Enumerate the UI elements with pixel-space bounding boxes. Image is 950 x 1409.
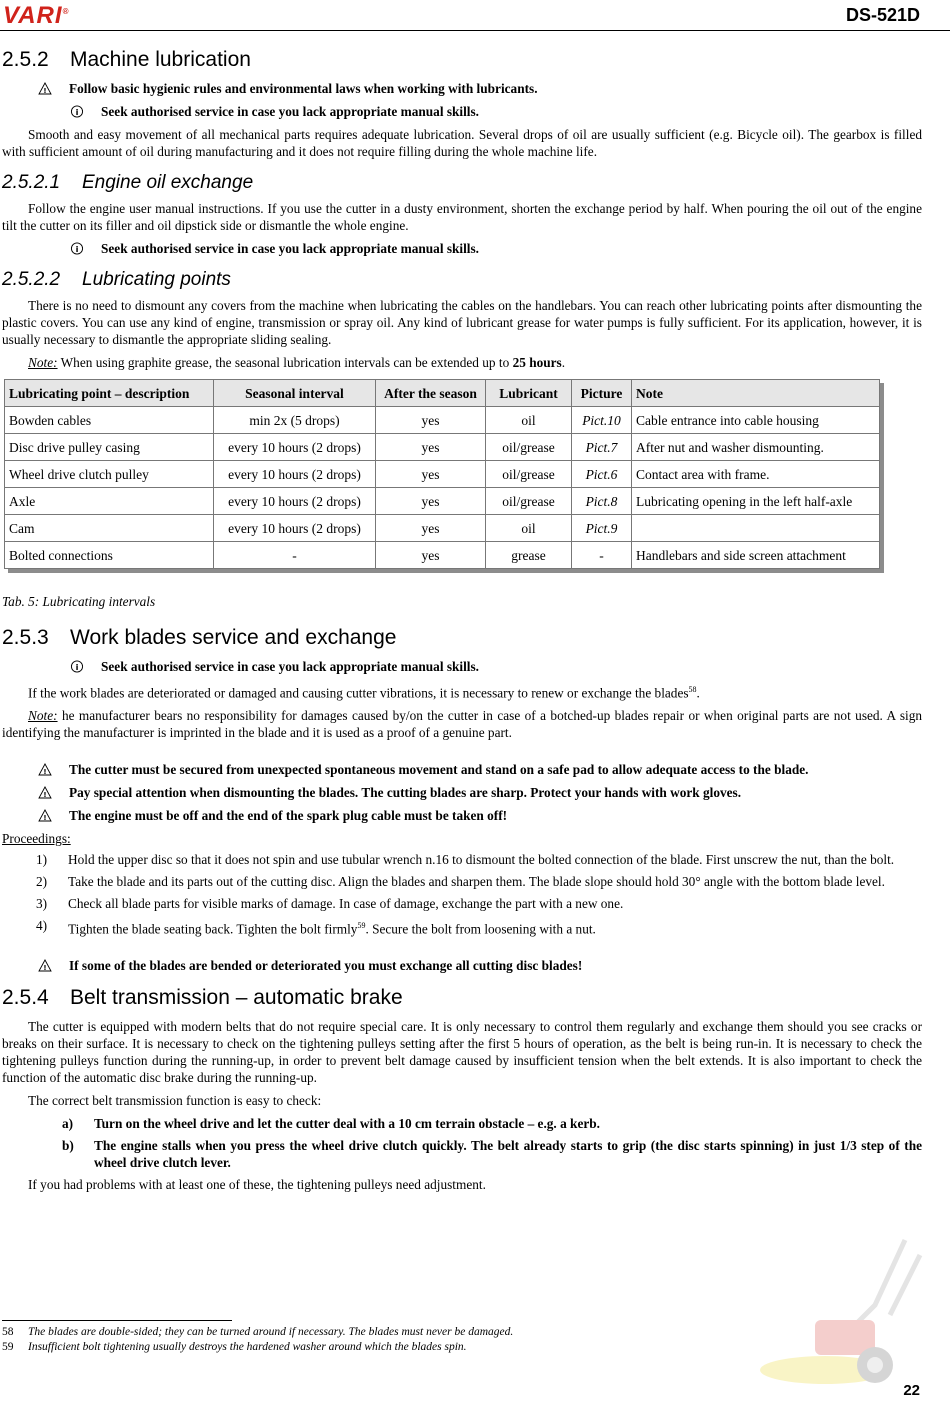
warning-notice: ! If some of the blades are bended or deteriorated you must exchange all cutting disc blades! [2, 957, 922, 974]
table-cell: min 2x (5 drops) [214, 407, 376, 434]
note-label: Note: [28, 355, 58, 370]
footnotes [2, 1325, 513, 1355]
table-cell: yes [376, 407, 486, 434]
note-paragraph: Note: he manufacturer bears no responsibility for damages caused by/on the cutter in case of a botched-up blades repair or when original parts are not used. A sign identifying the manufacturer is imprinted in the blade and it is used as a proof of a genuine part. [2, 708, 922, 741]
mower-illustration-icon [755, 1235, 935, 1400]
table-cell: Axle [5, 488, 214, 515]
table-caption: Tab. 5: Lubricating intervals [2, 594, 156, 609]
table-row [5, 542, 880, 569]
list-item: 1) Hold the upper disc so that it does not spin and use tubular wrench n.16 to dismount the bolted connection of the blade. First unscrew the nut, than the bolt. [36, 852, 895, 868]
table-cell: Bowden cables [5, 407, 214, 434]
warning-triangle-icon [38, 959, 52, 972]
paragraph: There is no need to dismount any covers from the machine when lubricating the cables on the handlebars. You can reach other lubricating points after dismounting the plastic covers. You can use any kind of engine, transmission or spray oil. Any kind of lubricant grease for water pumps is fully sufficient. For its application, however, it is usually necessary to dismantle the appropriate sliding sealing. [2, 298, 922, 347]
warning-triangle-icon [38, 82, 52, 95]
info-circle-icon [70, 660, 84, 673]
table-cell: Contact area with frame. [632, 461, 880, 488]
table-cell: Disc drive pulley casing [5, 434, 214, 461]
table-cell: grease [486, 542, 572, 569]
section-heading-2-5-2: 2.5.2 Machine lubrication [2, 48, 251, 71]
list-item: 3) Check all blade parts for visible marks of damage. In case of damage, exchange the part with a new one. [36, 896, 624, 912]
svg-text:!: ! [43, 963, 47, 972]
section-heading-2-5-2-1: 2.5.2.1 Engine oil exchange [2, 172, 254, 193]
brand-logo: VARI® [3, 2, 70, 29]
info-notice: i Seek authorised service in case you lack appropriate manual skills. [2, 240, 922, 257]
note-paragraph: Note: When using graphite grease, the seasonal lubrication intervals can be extended up to 25 hours. [28, 355, 566, 370]
column-header: After the season [376, 380, 486, 407]
proceedings-label: Proceedings: [2, 831, 71, 847]
info-notice: i Seek authorised service in case you lack appropriate manual skills. [2, 103, 922, 120]
column-header: Note [632, 380, 880, 407]
table-cell: Wheel drive clutch pulley [5, 461, 214, 488]
table-cell: Pict.9 [572, 515, 632, 542]
table-cell: yes [376, 488, 486, 515]
page-number: 22 [903, 1382, 920, 1399]
column-header: Lubricating point – description [5, 380, 214, 407]
footnote-ref: 59 [357, 921, 366, 931]
column-header: Picture [572, 380, 632, 407]
table-cell: oil [486, 515, 572, 542]
table-row [5, 488, 880, 515]
table-cell: Pict.6 [572, 461, 632, 488]
footnote-divider [2, 1320, 232, 1321]
table-cell: yes [376, 434, 486, 461]
column-header: Lubricant [486, 380, 572, 407]
table-header-row [5, 380, 880, 407]
table-row [5, 515, 880, 542]
page-content [2, 46, 922, 1199]
paragraph: If you had problems with at least one of these, the tightening pulleys need adjustment. [28, 1176, 486, 1192]
paragraph: If the work blades are deteriorated or damaged and causing cutter vibrations, it is necessary to renew or exchange the blades$^{58}$. [28, 685, 700, 701]
info-circle-icon [70, 105, 84, 118]
paragraph: Smooth and easy movement of all mechanical parts requires adequate lubrication. Several drops of oil are usually sufficient (e.g. Bicycle oil). The gearbox is filled with sufficient amount of oil during manufacturing and it does not require filling during the whole machine life. [2, 127, 922, 159]
table-cell: After nut and washer dismounting. [632, 434, 880, 461]
warning-notice: ! The engine must be off and the end of the spark plug cable must be taken off! [2, 807, 922, 824]
paragraph: The correct belt transmission function is easy to check: [28, 1092, 322, 1108]
table-cell: every 10 hours (2 drops) [214, 515, 376, 542]
svg-text:i: i [75, 243, 79, 254]
table-row [5, 461, 880, 488]
table-cell: Cable entrance into cable housing [632, 407, 880, 434]
document-code: DS-521D [845, 5, 920, 25]
svg-text:i: i [75, 106, 79, 117]
table-cell: Cam [5, 515, 214, 542]
list-item: 2) Take the blade and its parts out of the cutting disc. Align the blades and sharpen them. The blade slope should hold 30° angle with the bottom blade level. [36, 874, 885, 890]
svg-text:!: ! [43, 814, 47, 823]
warning-triangle-icon [38, 786, 52, 799]
paragraph: The cutter is equipped with modern belts that do not require special care. It is only necessary to control them regularly and exchange them should you see cracks or breaks on their surface. It is necessary to check on the tightening pulleys setting after the first 5 hours of operation, as the belt is being run-in. It is necessary to check the tightening pulleys function during the running-up, in order to prevent belt damage caused by insufficient tension when the belt extends. It is also important to check the function of the automatic disc brake during the running-up. [2, 1018, 922, 1085]
list-item: b) The engine stalls when you press the wheel drive clutch quickly. The belt already starts to grip (the disc starts spinning) in just 1/3 step of the wheel drive clutch lever. [62, 1137, 922, 1170]
table-cell: yes [376, 515, 486, 542]
note-label: Note: [28, 708, 58, 724]
list-item: a) Turn on the wheel drive and let the cutter deal with a 10 cm terrain obstacle – e.g. a kerb. [62, 1115, 600, 1131]
table-cell: yes [376, 461, 486, 488]
table-cell: oil/grease [486, 488, 572, 515]
table-cell: oil/grease [486, 434, 572, 461]
table-cell: Pict.8 [572, 488, 632, 515]
svg-text:i: i [75, 661, 79, 672]
section-heading-2-5-4: 2.5.4 Belt transmission – automatic brake [2, 985, 403, 1009]
footnote: 59 Insufficient bolt tightening usually destroys the hardened washer around which the blades spin. [2, 1341, 467, 1353]
table-cell: Pict.7 [572, 434, 632, 461]
table-cell: every 10 hours (2 drops) [214, 488, 376, 515]
paragraph: Follow the engine user manual instructions. If you use the cutter in a dusty environment, shorten the exchange period by half. When pouring the oil out of the engine tilt the cutter on its filler and oil dipstick side or dismantle the whole engine. [2, 201, 922, 233]
column-header: Seasonal interval [214, 380, 376, 407]
warning-notice: ! Pay special attention when dismounting the blades. The cutting blades are sharp. Protect your hands with work gloves. [2, 784, 922, 801]
svg-text:!: ! [43, 87, 47, 95]
table-row [5, 407, 880, 434]
header-divider [0, 30, 950, 31]
section-heading-2-5-2-2: 2.5.2.2 Lubricating points [2, 269, 231, 290]
info-notice: i Seek authorised service in case you lack appropriate manual skills. [2, 658, 922, 675]
section-heading-2-5-3: 2.5.3 Work blades service and exchange [2, 626, 397, 649]
table-cell: oil/grease [486, 461, 572, 488]
svg-text:!: ! [43, 791, 47, 800]
proceedings-list [2, 851, 922, 937]
info-circle-icon [70, 242, 84, 255]
table-cell: every 10 hours (2 drops) [214, 434, 376, 461]
table-cell: - [214, 542, 376, 569]
warning-triangle-icon [38, 809, 52, 822]
table-cell: Bolted connections [5, 542, 214, 569]
footnote: 58 The blades are double-sided; they can be turned around if necessary. The blades must never be damaged. [2, 1326, 514, 1338]
svg-text:!: ! [43, 768, 47, 777]
table-cell: every 10 hours (2 drops) [214, 461, 376, 488]
table-cell: Handlebars and side screen attachment [632, 542, 880, 569]
table-cell: Pict.10 [572, 407, 632, 434]
table-cell: oil [486, 407, 572, 434]
lubrication-table [4, 379, 880, 569]
footnote-ref: 58 [688, 685, 697, 694]
warning-triangle-icon [38, 763, 52, 776]
table-cell: - [572, 542, 632, 569]
warning-notice: ! The cutter must be secured from unexpected spontaneous movement and stand on a safe pad to allow adequate access to the blade. [2, 761, 922, 778]
table-row [5, 434, 880, 461]
table-cell: yes [376, 542, 486, 569]
list-item: 4) Tighten the blade seating back. Tighten the bolt firmly$^{59}$. Secure the bolt from loosening with a nut. [36, 918, 596, 937]
warning-notice: ! Follow basic hygienic rules and environmental laws when working with lubricants. [2, 80, 922, 97]
table-cell [632, 515, 880, 542]
check-list [2, 1115, 922, 1171]
table-cell: Lubricating opening in the left half-axle [632, 488, 880, 515]
